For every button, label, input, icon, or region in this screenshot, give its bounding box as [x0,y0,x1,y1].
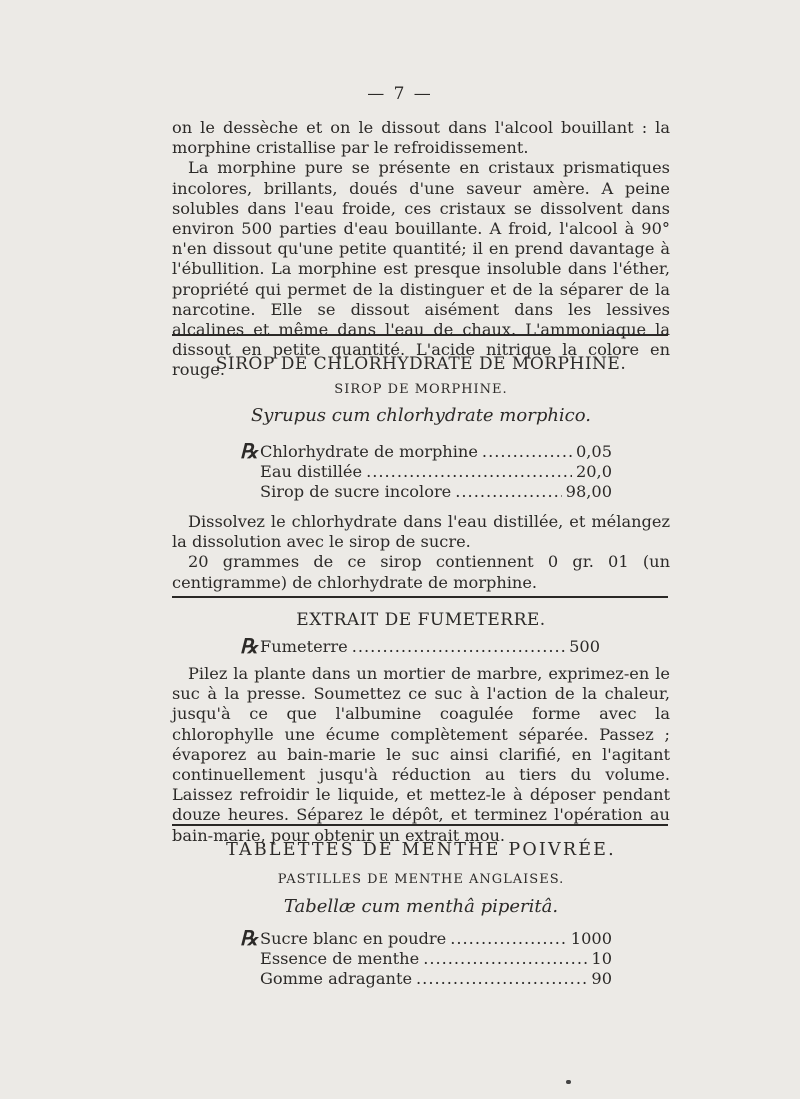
sirop-paragraph-1: Dissolvez le chlorhydrate dans l'eau distillée, et mélangez la dissolution avec le sirop de sucre. [172,512,670,552]
leader-dots [482,442,572,462]
page-number: — 7 — [367,84,433,104]
ingredient-name: Chlorhydrate de morphine [260,442,478,461]
ingredient-row [260,637,600,657]
sirop-paragraph-2: 20 grammes de ce sirop contiennent 0 gr. 01 (un centigramme) de chlorhydrate de morphine. [172,552,670,592]
recipe-symbol-icon: ℞ [240,926,258,950]
recipe-symbol-icon: ℞ [240,634,258,658]
extrait-paragraph-1: Pilez la plante dans un mortier de marbre, exprimez-en le suc à la presse. Soumettez ce suc à l'action de la chaleur, jusqu'à ce que l'albumine coagulée forme avec la chlorophylle une écume complètement séparée. Passez ; évaporez au bain-marie le suc ainsi clarifié, en l'agitant continuellement jusqu'à réduction au tiers du volume. Laissez refroidir le liquide, et mettez-le à déposer pendant douze heures. Séparez le dépôt, et terminez l'opération au bain-marie, pour obtenir un extrait mou. [172,664,670,845]
ingredient-row [260,442,612,462]
extrait-text [172,664,670,846]
ingredient-row [260,482,612,502]
section-subtitle-sirop: SIROP DE MORPHINE. [334,382,508,397]
ingredient-qty: 1000 [570,929,612,948]
ingredient-row [260,929,612,949]
ingredient-qty: 98,00 [565,482,612,501]
intro-paragraph-1: on le dessèche et on le dissout dans l'alcool bouillant : la morphine cristallise par le refroidissement. [172,118,670,158]
intro-paragraph-2: La morphine pure se présente en cristaux prismatiques incolores, brillants, doués d'une saveur amère. A peine solubles dans l'eau froide, ces cristaux se dissolvent dans environ 500 parties d'eau bouillante. A froid, l'alcool à 90° n'en dissout qu'une petite quantité; il en prend davantage à l'ébullition. La morphine est presque insoluble dans l'éther, propriété qui permet de la distinguer et de la séparer de la narcotine. Elle se dissout aisément dans les lessives alcalines et même dans l'eau de chaux. L'ammoniaque la dissout en petite quantité. L'acide nitrique la colore en rouge. [172,158,670,380]
leader-dots [455,482,561,502]
section-title-tablettes: TABLETTES DE MENTHE POIVRÉE. [226,840,616,860]
leader-dots [352,637,565,657]
leader-dots [416,969,587,989]
ingredient-name: Essence de menthe [260,949,420,968]
ink-speck [566,1080,571,1084]
ingredient-qty: 20,0 [575,462,612,481]
section-subtitle-tablettes: PASTILLES DE MENTHE ANGLAISES. [277,872,565,887]
ingredient-name: Fumeterre [260,637,348,656]
ingredient-qty: 10 [591,949,612,968]
section-title-extrait: EXTRAIT DE FUMETERRE. [296,610,546,630]
section-divider [172,824,668,826]
ingredient-name: Gomme adragante [260,969,413,988]
ingredient-qty: 0,05 [575,442,612,461]
intro-text [172,118,670,381]
sirop-text [172,512,670,593]
leader-dots [450,929,567,949]
leader-dots [423,949,587,969]
section-divider [172,334,668,336]
section-divider [172,596,668,598]
ingredient-row [260,949,612,969]
latin-name-tablettes: Tabellæ cum menthâ piperitâ. [283,896,559,917]
latin-name-sirop: Syrupus cum chlorhydrate morphico. [250,405,592,426]
ingredient-row [260,462,612,482]
ingredient-qty: 90 [591,969,612,988]
ingredient-name: Eau distillée [260,462,363,481]
ingredient-row [260,969,612,989]
recipe-symbol-icon: ℞ [240,439,258,463]
section-title-sirop: SIROP DE CHLORHYDRATE DE MORPHINE. [215,354,627,374]
ingredient-qty: 500 [569,637,600,656]
ingredient-name: Sirop de sucre incolore [260,482,452,501]
leader-dots [366,462,572,482]
ingredient-name: Sucre blanc en poudre [260,929,447,948]
